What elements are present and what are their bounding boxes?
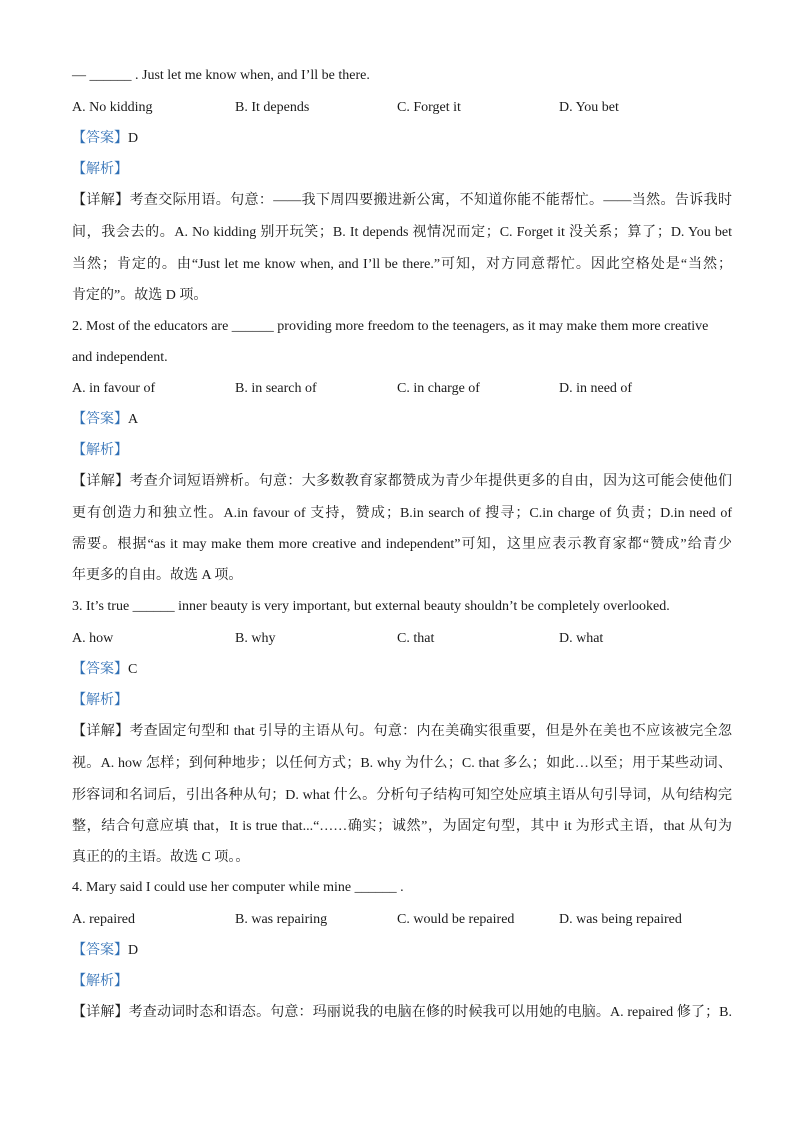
q1-stem: — ______ . Just let me know when, and I’ll be there.	[72, 68, 370, 83]
q3-stem: 3. It’s true ______ inner beauty is very important, but external beauty shouldn’t be completely overlooked.	[72, 599, 670, 614]
q3-option-c: C. that	[397, 631, 435, 646]
q4-analysis-tag: 【解析】	[72, 974, 128, 989]
q3-option-b: B. why	[235, 631, 276, 646]
q2-detail-line: 需要。根据“as it may make them more creative and independent”可知，这里应表示教育家都“赞成”给青少	[72, 537, 732, 552]
q2-answer	[72, 410, 138, 430]
q2-detail-line: 年更多的自由。故选 A 项。	[72, 568, 243, 583]
q4-option-b: B. was repairing	[235, 912, 328, 927]
q1-option-b: B. It depends	[235, 100, 310, 115]
answer-value: D	[128, 131, 139, 146]
q4-answer	[72, 941, 138, 961]
q3-option-a: A. how	[72, 631, 114, 646]
q1-detail-line: 【详解】考查交际用语。句意：——我下周四要搬进新公寓，不知道你能不能帮忙。——当然。告诉我时	[72, 193, 732, 208]
q2-stem-line: 2. Most of the educators are ______ providing more freedom to the teenagers, as it may make them more creative	[72, 319, 709, 334]
answer-value: D	[128, 943, 139, 958]
answer-tag: 【答案】	[72, 412, 128, 427]
answer-tag: 【答案】	[72, 943, 128, 958]
q3-detail-line: 真正的的主语。故选 C 项。。	[72, 850, 250, 865]
q2-detail-line: 更有创造力和独立性。A.in favour of 支持，赞成；B.in search of 搜寻；C.in charge of 负责；D.in need of	[72, 506, 732, 521]
answer-tag: 【答案】	[72, 131, 128, 146]
q3-detail-line: 整，结合句意应填 that，It is true that...“……确实；诚然”，为固定句型，其中 it 为形式主语，that 从句为	[72, 819, 732, 834]
q2-stem-line: and independent.	[72, 350, 168, 365]
q2-option-d: D. in need of	[559, 381, 633, 396]
q4-detail-line: 【详解】考查动词时态和语态。句意：玛丽说我的电脑在修的时候我可以用她的电脑。A. repaired 修了；B.	[72, 1005, 732, 1020]
q3-detail-line: 形容词和名词后，引出各种从句；D. what 什么。分析句子结构可知空处应填主语从句引导词，从句结构完	[72, 788, 732, 803]
answer-value: C	[128, 662, 138, 677]
q4-option-d: D. was being repaired	[559, 912, 682, 927]
q4-option-c: C. would be repaired	[397, 912, 515, 927]
q3-option-d: D. what	[559, 631, 604, 646]
q3-answer	[72, 660, 137, 680]
q2-option-a: A. in favour of	[72, 381, 156, 396]
q1-option-d: D. You bet	[559, 100, 619, 115]
q2-option-c: C. in charge of	[397, 381, 480, 396]
q1-option-c: C. Forget it	[397, 100, 461, 115]
q4-stem: 4. Mary said I could use her computer while mine ______ .	[72, 880, 404, 895]
q4-option-a: A. repaired	[72, 912, 135, 927]
answer-value: A	[128, 412, 139, 427]
q3-detail-line: 【详解】考查固定句型和 that 引导的主语从句。句意：内在美确实很重要，但是外在美也不应该被完全忽	[72, 724, 732, 739]
q3-detail-line: 视。A. how 怎样；到何种地步；以任何方式；B. why 为什么；C. that 多么；如此…以至；用于某些动词、	[72, 756, 732, 771]
q1-detail-line: 当然；肯定的。由“Just let me know when, and I’ll be there.”可知，对方同意帮忙。因此空格处是“当然；	[72, 257, 732, 272]
q1-detail-line: 间，我会去的。A. No kidding 别开玩笑；B. It depends 视情况而定；C. Forget it 没关系；算了；D. You bet	[72, 225, 732, 240]
q3-analysis-tag: 【解析】	[72, 693, 128, 708]
q1-analysis-tag: 【解析】	[72, 162, 128, 177]
q2-detail-line: 【详解】考查介词短语辨析。句意：大多数教育家都赞成为青少年提供更多的自由，因为这可能会使他们	[72, 474, 732, 489]
q2-analysis-tag: 【解析】	[72, 443, 128, 458]
answer-tag: 【答案】	[72, 662, 128, 677]
q2-option-b: B. in search of	[235, 381, 317, 396]
q1-answer	[72, 129, 138, 149]
q1-detail-line: 肯定的”。故选 D 项。	[72, 288, 208, 303]
q1-option-a: A. No kidding	[72, 100, 153, 115]
